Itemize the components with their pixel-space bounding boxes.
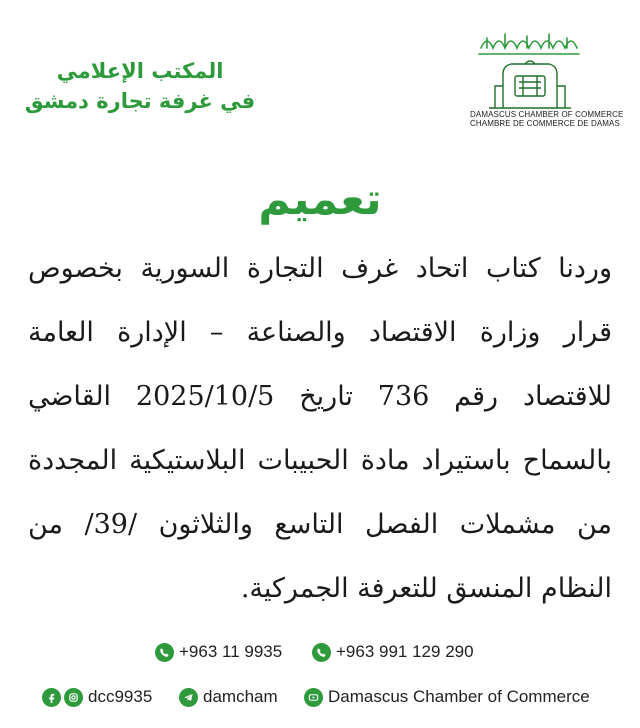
- telegram-text: damcham: [203, 687, 278, 706]
- contacts-footer: [0, 632, 640, 722]
- phone-1-text: +963 11 9935: [179, 642, 283, 661]
- telegram-icon: [179, 688, 198, 707]
- whatsapp-icon: [155, 643, 174, 662]
- facebook-icon: [42, 688, 61, 707]
- whatsapp-icon: [312, 643, 331, 662]
- youtube-icon: [304, 688, 323, 707]
- chamber-emblem-icon: [475, 30, 585, 110]
- media-office-label: [20, 56, 260, 116]
- telegram-link[interactable]: [179, 687, 278, 707]
- logo-name-fr: CHAMBRE DE COMMERCE DE DAMAS: [470, 119, 620, 128]
- phone-2[interactable]: [312, 642, 474, 662]
- circular-body: وردنا كتاب اتحاد غرف التجارة السورية بخصوص قرار وزارة الاقتصاد والصناعة – الإدارة العامة للاقتصاد رقم 736 تاريخ 2025/10/5 القاضي بالسماح باستيراد مادة الحبيبات البلاستيكية المجددة من مشملات الفصل التاسع والثلاثون /39/ من النظام المنسق للتعرفة الجمركية.: [28, 253, 612, 604]
- social-handle[interactable]: [42, 687, 152, 707]
- youtube-link[interactable]: [304, 687, 590, 707]
- phone-2-text: +963 991 129 290: [336, 642, 474, 661]
- instagram-icon: [64, 688, 83, 707]
- office-line-1: المكتب الإعلامي: [56, 59, 224, 83]
- office-line-2: في غرفة تجارة دمشق: [24, 89, 256, 113]
- logo-name-en: DAMASCUS CHAMBER OF COMMERCE: [470, 110, 624, 119]
- phone-1[interactable]: [155, 642, 282, 662]
- youtube-text: Damascus Chamber of Commerce: [328, 687, 590, 706]
- page-title: تعميم: [258, 174, 382, 225]
- chamber-logo: [470, 30, 624, 128]
- header: [0, 0, 640, 150]
- social-handle-text: dcc9935: [88, 687, 153, 706]
